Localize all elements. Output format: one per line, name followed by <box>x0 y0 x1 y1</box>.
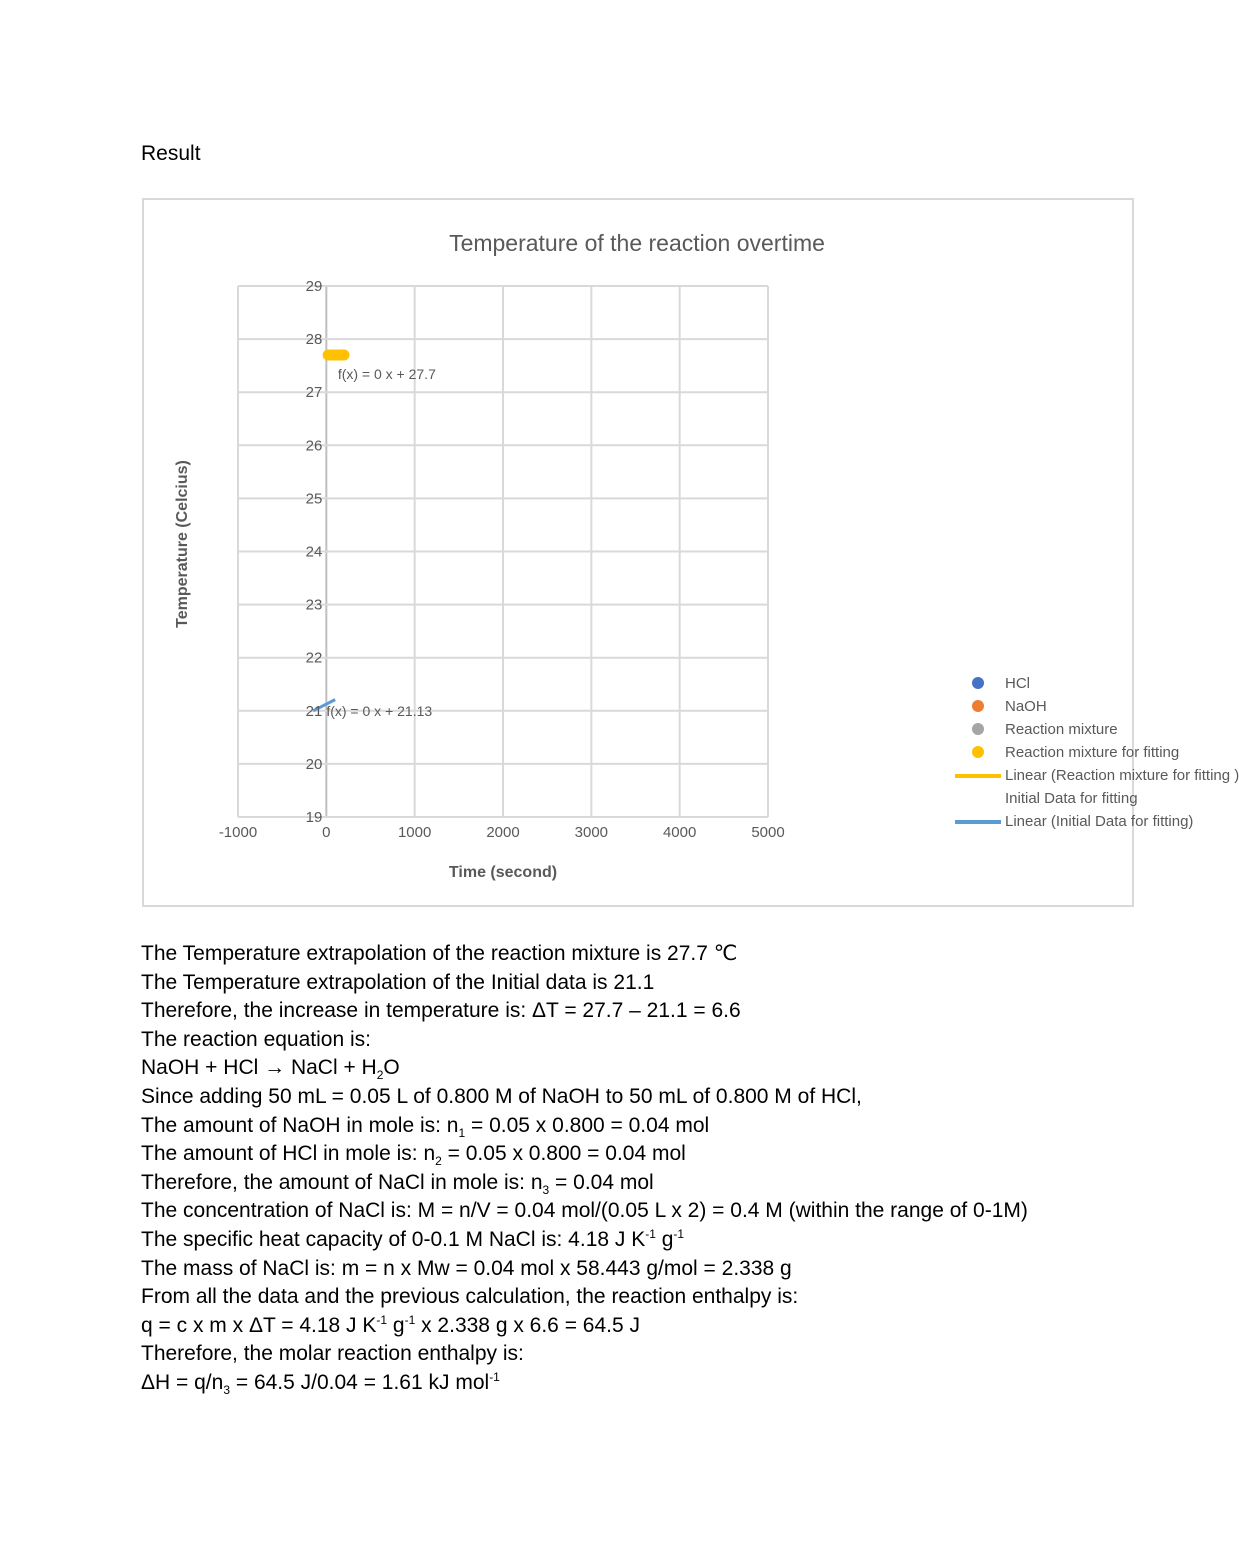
x-tick-label: -1000 <box>218 824 258 841</box>
text-segment: = 0.05 x 0.800 = 0.04 mol <box>441 1142 686 1166</box>
x-tick-label: 1000 <box>397 824 432 841</box>
section-heading: Result <box>141 142 201 165</box>
legend-label: Linear (Reaction mixture for fitting ) <box>1005 767 1239 784</box>
legend-item <box>952 787 1239 810</box>
legend-item <box>952 672 1239 695</box>
x-tick-label: 4000 <box>662 824 697 841</box>
legend-item <box>952 718 1239 741</box>
text-segment: O <box>383 1056 400 1080</box>
y-tick-label: 21 <box>305 702 323 720</box>
legend-item <box>952 741 1239 764</box>
text-line <box>141 969 1028 998</box>
x-tick-label: 0 <box>322 824 331 841</box>
text-segment: → <box>264 1056 286 1080</box>
text-segment: = 64.5 J/0.04 = 1.61 kJ mol <box>230 1370 490 1394</box>
text-segment: The Temperature extrapolation of the Initial data is 21.1 <box>141 970 655 994</box>
trendline-equation: f(x) = 0 x + 21.13 <box>326 703 433 720</box>
legend-item <box>952 764 1239 787</box>
text-segment: The reaction equation is: <box>141 1027 371 1051</box>
legend-item <box>952 810 1239 833</box>
text-segment: -1 <box>489 1369 500 1384</box>
text-segment: Therefore, the amount of NaCl in mole is: n <box>141 1170 543 1194</box>
x-axis-title: Time (second) <box>448 864 558 881</box>
text-line <box>141 1140 1028 1169</box>
y-axis-title: Temperature (Celcius) <box>174 460 191 628</box>
text-segment: 1 <box>458 1125 466 1140</box>
text-segment: 2 <box>376 1068 384 1083</box>
legend-label: Reaction mixture for fitting <box>1005 744 1180 761</box>
legend-label: Reaction mixture <box>1005 721 1118 738</box>
text-segment: The specific heat capacity of 0-0.1 M NaCl is: 4.18 J K <box>141 1227 646 1251</box>
y-tick-label: 24 <box>305 543 323 561</box>
legend-marker-swatch <box>972 723 984 735</box>
text-line <box>141 1255 1028 1284</box>
text-segment: The amount of HCl in mole is: n <box>141 1142 436 1166</box>
x-tick-label: 2000 <box>486 824 520 841</box>
text-segment: The mass of NaCl is: m = n x Mw = 0.04 mol x 58.443 g/mol = 2.338 g <box>141 1256 792 1280</box>
text-segment: -1 <box>376 1312 388 1327</box>
text-segment: The concentration of NaCl is: M = n/V = 0.04 mol/(0.05 L x 2) = 0.4 M (within the range of 0-1M) <box>141 1199 1028 1223</box>
text-line <box>141 1283 1028 1312</box>
calculation-text <box>141 940 1028 1398</box>
text-segment: 3 <box>223 1383 231 1398</box>
chart-title: Temperature of the reaction overtime <box>449 230 825 256</box>
legend-line-swatch <box>955 774 1001 778</box>
text-line <box>141 1197 1028 1226</box>
text-segment: NaOH + HCl <box>141 1056 265 1080</box>
text-segment: g <box>387 1313 405 1337</box>
y-tick-label: 28 <box>305 331 323 349</box>
legend-label: Linear (Initial Data for fitting) <box>1005 813 1194 830</box>
text-segment: = 0.04 mol <box>549 1170 654 1194</box>
y-tick-label: 26 <box>305 437 323 455</box>
text-segment: 3 <box>542 1182 550 1197</box>
chart-container <box>142 198 1239 907</box>
legend-marker-swatch <box>972 677 984 689</box>
legend-label: HCl <box>1005 675 1030 692</box>
y-tick-label: 23 <box>305 596 323 614</box>
text-segment: From all the data and the previous calculation, the reaction enthalpy is: <box>141 1285 799 1309</box>
text-line <box>141 1340 1028 1369</box>
text-line <box>141 1369 1028 1398</box>
text-line <box>141 940 1028 969</box>
text-segment: Since adding 50 mL = 0.05 L of 0.800 M of NaOH to 50 mL of 0.800 M of HCl, <box>141 1084 862 1108</box>
legend-label: NaOH <box>1005 698 1047 715</box>
text-segment: -1 <box>404 1312 416 1327</box>
legend-label: Initial Data for fitting <box>1005 790 1138 807</box>
text-segment: = 0.05 x 0.800 = 0.04 mol <box>465 1113 710 1137</box>
text-segment: Therefore, the molar reaction enthalpy is: <box>141 1342 524 1366</box>
y-tick-label: 19 <box>305 809 323 826</box>
text-line <box>141 1112 1028 1141</box>
text-segment: NaCl + H <box>285 1056 377 1080</box>
legend-marker-swatch <box>972 746 984 758</box>
x-tick-label: 3000 <box>574 824 609 841</box>
text-line <box>141 997 1028 1026</box>
legend-marker-swatch <box>972 700 984 712</box>
legend-item <box>952 695 1239 718</box>
text-line <box>141 1226 1028 1255</box>
chart-legend <box>952 672 1239 833</box>
text-segment: -1 <box>673 1226 685 1241</box>
y-tick-label: 22 <box>305 649 323 667</box>
text-line <box>141 1026 1028 1055</box>
text-segment: ΔH = q/n <box>141 1370 224 1394</box>
text-line <box>141 1054 1028 1083</box>
y-tick-label: 29 <box>305 278 323 295</box>
text-line <box>141 1083 1028 1112</box>
trendline-equation: f(x) = 0 x + 27.7 <box>337 365 436 382</box>
text-line <box>141 1169 1028 1198</box>
text-segment: 2 <box>435 1154 442 1169</box>
y-tick-label: 27 <box>305 384 323 402</box>
text-segment: Therefore, the increase in temperature is: ΔT = 27.7 – 21.1 = 6.6 <box>141 999 741 1023</box>
text-segment: The Temperature extrapolation of the reaction mixture is 27.7 ℃ <box>141 942 738 965</box>
text-segment: The amount of NaOH in mole is: n <box>141 1113 459 1137</box>
text-segment: x 2.338 g x 6.6 = 64.5 J <box>415 1313 641 1337</box>
y-tick-label: 20 <box>305 755 323 773</box>
x-tick-label: 5000 <box>751 824 785 841</box>
legend-line-swatch <box>955 820 1001 824</box>
y-tick-label: 25 <box>305 490 323 508</box>
text-segment: -1 <box>645 1226 656 1241</box>
text-segment: g <box>655 1227 674 1251</box>
text-segment: q = c x m x ΔT = 4.18 J K <box>141 1313 377 1337</box>
text-line <box>141 1312 1028 1341</box>
